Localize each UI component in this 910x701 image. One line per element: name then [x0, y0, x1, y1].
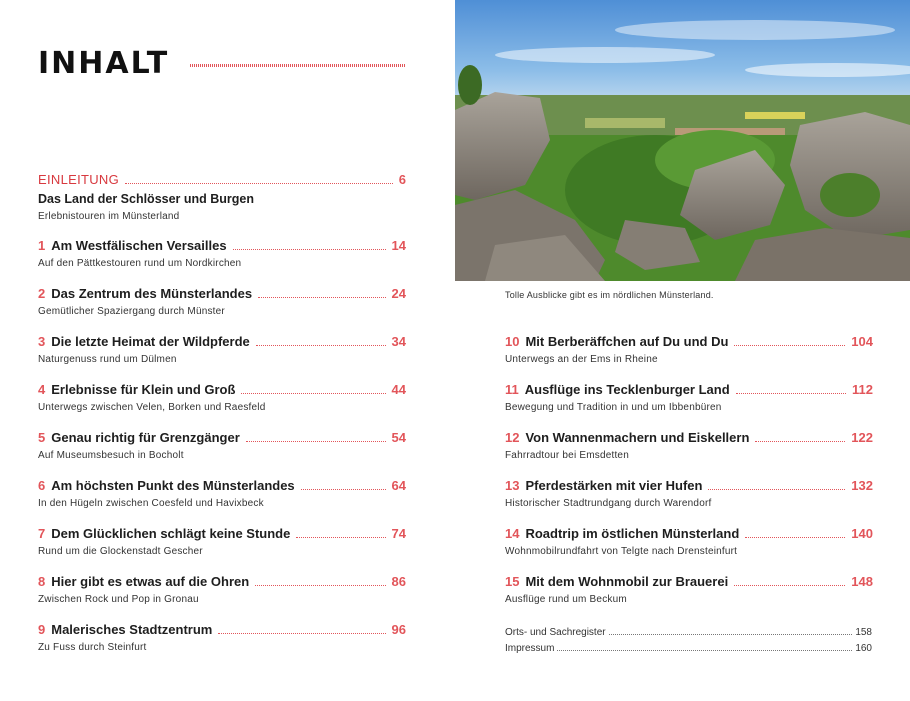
chapter-title: Mit dem Wohnmobil zur Brauerei	[525, 574, 729, 589]
page-number: 54	[391, 430, 406, 445]
toc-entry[interactable]	[505, 478, 873, 510]
dot-leader	[256, 334, 386, 346]
chapter-number: 7	[38, 526, 46, 541]
page-number: 104	[851, 334, 873, 349]
chapter-title: Malerisches Stadtzentrum	[51, 622, 213, 637]
chapter-number: 10	[505, 334, 520, 349]
register-label: Impressum	[505, 643, 555, 654]
toc-entry[interactable]	[38, 478, 406, 510]
dot-leader	[734, 574, 845, 586]
chapter-subtitle: Unterwegs zwischen Velen, Borken und Raesfeld	[38, 402, 266, 413]
chapter-subtitle: Naturgenuss rund um Dülmen	[38, 354, 177, 365]
page-number: 96	[391, 622, 406, 637]
dot-leader	[736, 382, 846, 394]
intro-heading: Das Land der Schlösser und Burgen	[38, 192, 255, 206]
chapter-subtitle: Auf Museumsbesuch in Bocholt	[38, 450, 184, 461]
page-number: 148	[851, 574, 873, 589]
toc-entry[interactable]	[505, 574, 873, 606]
toc-entry[interactable]	[38, 526, 406, 558]
toc-entry[interactable]	[505, 334, 873, 366]
dot-leader	[233, 238, 386, 250]
dot-leader	[745, 526, 845, 538]
chapter-subtitle: Rund um die Glockenstadt Gescher	[38, 546, 203, 557]
page-number: 132	[851, 478, 873, 493]
chapter-title: Mit Berberäffchen auf Du und Du	[525, 334, 729, 349]
intro-label: EINLEITUNG	[38, 172, 120, 187]
toc-entry[interactable]	[38, 334, 406, 366]
page-number: 14	[391, 238, 406, 253]
dot-leader	[255, 574, 385, 586]
chapter-title: Das Zentrum des Münsterlandes	[51, 286, 253, 301]
dot-leader	[258, 286, 385, 298]
toc-entry[interactable]	[38, 238, 406, 270]
chapter-title: Dem Glücklichen schlägt keine Stunde	[51, 526, 291, 541]
dot-leader	[301, 478, 386, 490]
page-number: 34	[391, 334, 406, 349]
chapter-title: Von Wannenmachern und Eiskellern	[525, 430, 750, 445]
page-number: 112	[852, 382, 873, 397]
chapter-number: 6	[38, 478, 46, 493]
toc-entry[interactable]	[505, 526, 873, 558]
toc-entry[interactable]	[38, 286, 406, 318]
page-number: 140	[851, 526, 873, 541]
chapter-subtitle: Ausflüge rund um Beckum	[505, 594, 627, 605]
chapter-title: Pferdestärken mit vier Hufen	[525, 478, 703, 493]
dot-leader	[296, 526, 385, 538]
chapter-subtitle: Wohnmobilrundfahrt von Telgte nach Drensteinfurt	[505, 546, 738, 557]
chapter-number: 2	[38, 286, 46, 301]
chapter-subtitle: Fahrradtour bei Emsdetten	[505, 450, 629, 461]
page-number: 44	[391, 382, 406, 397]
register-page: 160	[855, 643, 872, 654]
chapter-number: 5	[38, 430, 46, 445]
dot-leader	[246, 430, 386, 442]
register-entry[interactable]	[505, 625, 872, 639]
chapter-number: 12	[505, 430, 520, 445]
register-page: 158	[855, 627, 872, 638]
chapter-title: Am Westfälischen Versailles	[51, 238, 227, 253]
toc-entry[interactable]	[505, 430, 873, 462]
toc-entry[interactable]	[38, 382, 406, 414]
page-number: 122	[851, 430, 873, 445]
chapter-subtitle: Auf den Pättkestouren rund um Nordkirchen	[38, 258, 242, 269]
intro-subtitle: Erlebnistouren im Münsterland	[38, 211, 180, 222]
chapter-subtitle: Historischer Stadtrundgang durch Warendorf	[505, 498, 712, 509]
register-label: Orts- und Sachregister	[505, 627, 606, 638]
toc-entry[interactable]	[505, 382, 873, 414]
chapter-subtitle: Zwischen Rock und Pop in Gronau	[38, 594, 199, 605]
chapter-title: Erlebnisse für Klein und Groß	[51, 382, 236, 397]
dot-leader	[218, 622, 385, 634]
dot-leader	[125, 172, 393, 184]
chapter-subtitle: In den Hügeln zwischen Coesfeld und Havixbeck	[38, 498, 264, 509]
page-number: 86	[391, 574, 406, 589]
dot-leader	[241, 382, 385, 394]
chapter-number: 1	[38, 238, 46, 253]
chapter-subtitle: Unterwegs an der Ems in Rheine	[505, 354, 658, 365]
toc-left-column	[38, 0, 406, 701]
toc-entry[interactable]	[38, 574, 406, 606]
dot-leader	[609, 625, 853, 635]
chapter-title: Genau richtig für Grenzgänger	[51, 430, 240, 445]
page-number: 74	[391, 526, 406, 541]
page-number: 6	[398, 172, 406, 187]
toc-entry[interactable]	[38, 430, 406, 462]
chapter-subtitle: Bewegung und Tradition in und um Ibbenbüren	[505, 402, 722, 413]
chapter-number: 11	[505, 382, 519, 397]
dot-leader	[557, 641, 852, 651]
toc-entry-introduction[interactable]	[38, 172, 406, 223]
chapter-subtitle: Gemütlicher Spaziergang durch Münster	[38, 306, 225, 317]
register-entry[interactable]	[505, 641, 872, 655]
chapter-number: 15	[505, 574, 520, 589]
page-number: 64	[391, 478, 406, 493]
chapter-title: Hier gibt es etwas auf die Ohren	[51, 574, 250, 589]
chapter-title: Roadtrip im östlichen Münsterland	[525, 526, 740, 541]
chapter-title: Die letzte Heimat der Wildpferde	[51, 334, 250, 349]
chapter-number: 3	[38, 334, 46, 349]
toc-entry[interactable]	[38, 622, 406, 654]
photo-caption: Tolle Ausblicke gibt es im nördlichen Münsterland.	[505, 290, 714, 300]
chapter-subtitle: Zu Fuss durch Steinfurt	[38, 642, 147, 653]
toc-right-column	[505, 0, 873, 701]
page-number: 24	[391, 286, 406, 301]
chapter-number: 14	[505, 526, 520, 541]
chapter-number: 4	[38, 382, 46, 397]
dot-leader	[734, 334, 845, 346]
dot-leader	[755, 430, 845, 442]
chapter-title: Ausflüge ins Tecklenburger Land	[524, 382, 730, 397]
chapter-title: Am höchsten Punkt des Münsterlandes	[51, 478, 295, 493]
chapter-number: 8	[38, 574, 46, 589]
chapter-number: 9	[38, 622, 46, 637]
dot-leader	[708, 478, 845, 490]
chapter-number: 13	[505, 478, 520, 493]
page-title: INHALT	[38, 46, 170, 81]
